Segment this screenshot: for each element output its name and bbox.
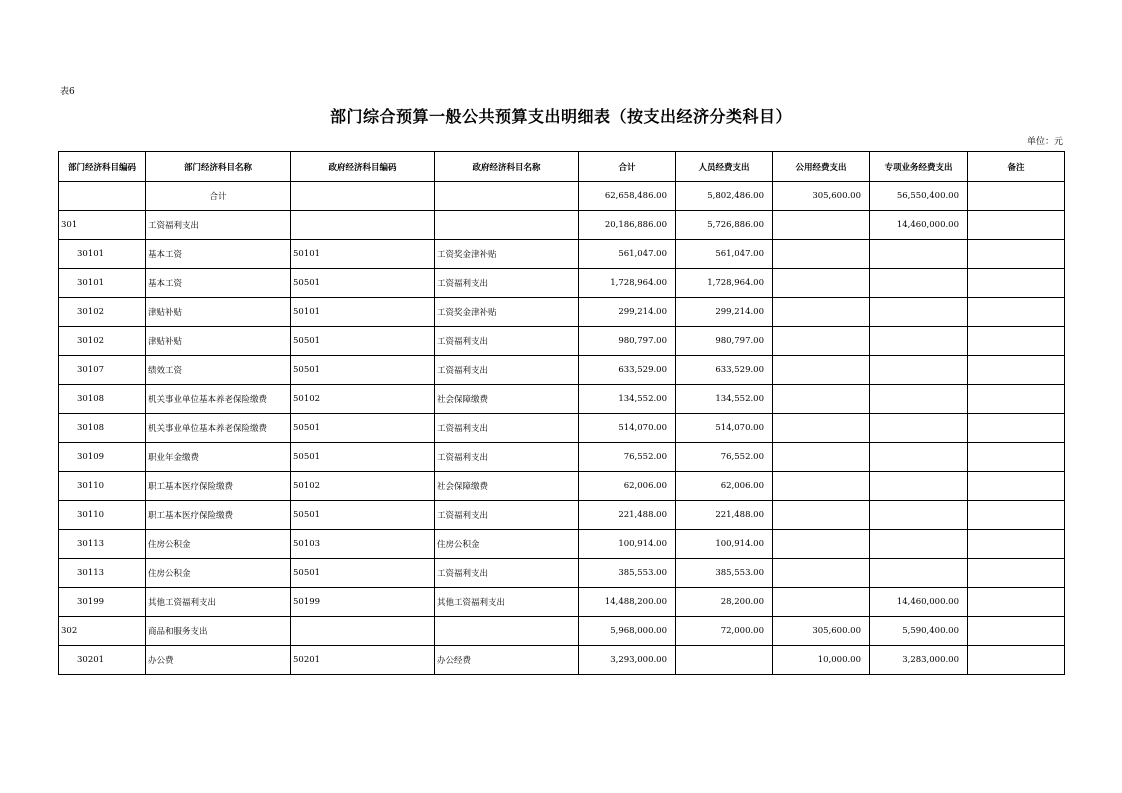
cell-note <box>968 211 1065 240</box>
table-row <box>59 646 1065 675</box>
cell-special <box>870 269 968 298</box>
cell-dept-code: 30201 <box>59 646 146 675</box>
cell-dept-code: 30199 <box>59 588 146 617</box>
cell-dept-name: 职工基本医疗保险缴费 <box>146 501 291 530</box>
cell-personnel: 76,552.00 <box>676 443 773 472</box>
table-row <box>59 559 1065 588</box>
cell-public <box>773 385 870 414</box>
cell-public <box>773 327 870 356</box>
cell-public <box>773 211 870 240</box>
total-row-note <box>968 182 1065 211</box>
cell-total: 633,529.00 <box>579 356 676 385</box>
table-row <box>59 443 1065 472</box>
cell-dept-code: 30108 <box>59 414 146 443</box>
table-row <box>59 327 1065 356</box>
cell-note <box>968 443 1065 472</box>
table-row <box>59 211 1065 240</box>
table-row <box>59 385 1065 414</box>
cell-gov-name: 工资福利支出 <box>435 414 579 443</box>
table-number: 表6 <box>60 87 75 97</box>
cell-total: 299,214.00 <box>579 298 676 327</box>
cell-public: 305,600.00 <box>773 617 870 646</box>
cell-dept-code: 30110 <box>59 501 146 530</box>
cell-gov-code: 50199 <box>291 588 435 617</box>
cell-dept-code: 30108 <box>59 385 146 414</box>
cell-total: 62,006.00 <box>579 472 676 501</box>
page-title: 部门综合预算一般公共预算支出明细表（按支出经济分类科目） <box>329 107 792 126</box>
cell-gov-code: 50501 <box>291 443 435 472</box>
cell-gov-name: 工资福利支出 <box>435 559 579 588</box>
table-row <box>59 501 1065 530</box>
cell-gov-name: 社会保障缴费 <box>435 472 579 501</box>
cell-gov-name: 其他工资福利支出 <box>435 588 579 617</box>
cell-dept-name: 商品和服务支出 <box>146 617 291 646</box>
cell-gov-code: 50501 <box>291 356 435 385</box>
cell-special <box>870 414 968 443</box>
cell-special <box>870 327 968 356</box>
expenditure-table <box>58 151 1065 675</box>
cell-special: 5,590,400.00 <box>870 617 968 646</box>
cell-special <box>870 530 968 559</box>
cell-public <box>773 298 870 327</box>
cell-dept-name: 津贴补贴 <box>146 327 291 356</box>
cell-dept-code: 301 <box>59 211 146 240</box>
cell-note <box>968 646 1065 675</box>
cell-dept-name: 基本工资 <box>146 240 291 269</box>
cell-gov-name: 社会保障缴费 <box>435 385 579 414</box>
header-special: 专项业务经费支出 <box>870 152 968 182</box>
cell-dept-code: 30113 <box>59 559 146 588</box>
cell-gov-code: 50501 <box>291 414 435 443</box>
cell-total: 100,914.00 <box>579 530 676 559</box>
cell-note <box>968 298 1065 327</box>
cell-dept-name: 住房公积金 <box>146 559 291 588</box>
header-note: 备注 <box>968 152 1065 182</box>
cell-dept-name: 住房公积金 <box>146 530 291 559</box>
cell-total: 514,070.00 <box>579 414 676 443</box>
cell-gov-code: 50102 <box>291 385 435 414</box>
cell-gov-name <box>435 617 579 646</box>
table-row <box>59 356 1065 385</box>
cell-public <box>773 588 870 617</box>
header-personnel: 人员经费支出 <box>676 152 773 182</box>
cell-special <box>870 443 968 472</box>
cell-dept-code: 30113 <box>59 530 146 559</box>
cell-gov-name: 工资奖金津补贴 <box>435 298 579 327</box>
cell-public: 10,000.00 <box>773 646 870 675</box>
cell-total: 385,553.00 <box>579 559 676 588</box>
cell-public <box>773 530 870 559</box>
cell-personnel: 28,200.00 <box>676 588 773 617</box>
cell-dept-name: 津贴补贴 <box>146 298 291 327</box>
cell-note <box>968 385 1065 414</box>
cell-gov-name: 办公经费 <box>435 646 579 675</box>
cell-note <box>968 472 1065 501</box>
table-row <box>59 530 1065 559</box>
cell-total: 221,488.00 <box>579 501 676 530</box>
cell-personnel: 5,726,886.00 <box>676 211 773 240</box>
cell-public <box>773 240 870 269</box>
total-row-personnel: 5,802,486.00 <box>676 182 773 211</box>
table-row <box>59 588 1065 617</box>
table-row <box>59 269 1065 298</box>
cell-personnel: 514,070.00 <box>676 414 773 443</box>
total-row-special: 56,550,400.00 <box>870 182 968 211</box>
total-row <box>59 182 1065 211</box>
cell-personnel: 62,006.00 <box>676 472 773 501</box>
cell-gov-code: 50102 <box>291 472 435 501</box>
cell-dept-name: 其他工资福利支出 <box>146 588 291 617</box>
cell-dept-name: 绩效工资 <box>146 356 291 385</box>
total-row-code <box>59 182 146 211</box>
cell-public <box>773 443 870 472</box>
cell-special <box>870 298 968 327</box>
cell-gov-code: 50501 <box>291 269 435 298</box>
cell-public <box>773 269 870 298</box>
cell-gov-code <box>291 617 435 646</box>
cell-dept-code: 30110 <box>59 472 146 501</box>
header-gov-code: 政府经济科目编码 <box>291 152 435 182</box>
cell-gov-code: 50501 <box>291 559 435 588</box>
cell-total: 134,552.00 <box>579 385 676 414</box>
cell-gov-name <box>435 211 579 240</box>
cell-note <box>968 356 1065 385</box>
cell-personnel: 385,553.00 <box>676 559 773 588</box>
cell-special <box>870 385 968 414</box>
total-row-label: 合计 <box>146 182 291 211</box>
cell-dept-code: 30101 <box>59 269 146 298</box>
cell-special: 14,460,000.00 <box>870 588 968 617</box>
cell-gov-code: 50103 <box>291 530 435 559</box>
cell-dept-name: 职业年金缴费 <box>146 443 291 472</box>
cell-dept-code: 30109 <box>59 443 146 472</box>
cell-note <box>968 501 1065 530</box>
cell-dept-code: 30102 <box>59 327 146 356</box>
header-dept-name: 部门经济科目名称 <box>146 152 291 182</box>
cell-special <box>870 501 968 530</box>
cell-dept-code: 30102 <box>59 298 146 327</box>
cell-special <box>870 240 968 269</box>
cell-special <box>870 559 968 588</box>
cell-gov-name: 住房公积金 <box>435 530 579 559</box>
cell-dept-name: 办公费 <box>146 646 291 675</box>
table-header-row <box>59 152 1065 182</box>
total-row-total: 62,658,486.00 <box>579 182 676 211</box>
cell-gov-name: 工资奖金津补贴 <box>435 240 579 269</box>
cell-total: 3,293,000.00 <box>579 646 676 675</box>
cell-public <box>773 356 870 385</box>
table-row <box>59 240 1065 269</box>
cell-gov-code: 50501 <box>291 501 435 530</box>
cell-public <box>773 414 870 443</box>
cell-note <box>968 269 1065 298</box>
header-dept-code: 部门经济科目编码 <box>59 152 146 182</box>
cell-total: 76,552.00 <box>579 443 676 472</box>
cell-personnel: 134,552.00 <box>676 385 773 414</box>
header-total: 合计 <box>579 152 676 182</box>
cell-gov-code: 50101 <box>291 240 435 269</box>
header-public: 公用经费支出 <box>773 152 870 182</box>
cell-special: 14,460,000.00 <box>870 211 968 240</box>
cell-personnel: 299,214.00 <box>676 298 773 327</box>
total-row-gov-code <box>291 182 435 211</box>
cell-special <box>870 472 968 501</box>
cell-note <box>968 530 1065 559</box>
cell-note <box>968 414 1065 443</box>
cell-personnel: 1,728,964.00 <box>676 269 773 298</box>
cell-gov-code: 50201 <box>291 646 435 675</box>
cell-dept-code: 30107 <box>59 356 146 385</box>
cell-personnel <box>676 646 773 675</box>
cell-gov-name: 工资福利支出 <box>435 327 579 356</box>
cell-total: 14,488,200.00 <box>579 588 676 617</box>
cell-special: 3,283,000.00 <box>870 646 968 675</box>
cell-note <box>968 327 1065 356</box>
cell-gov-name: 工资福利支出 <box>435 501 579 530</box>
table-row <box>59 617 1065 646</box>
unit-label: 单位：元 <box>1026 137 1063 147</box>
cell-note <box>968 588 1065 617</box>
cell-total: 20,186,886.00 <box>579 211 676 240</box>
cell-dept-name: 工资福利支出 <box>146 211 291 240</box>
table-row <box>59 298 1065 327</box>
cell-personnel: 221,488.00 <box>676 501 773 530</box>
cell-dept-code: 30101 <box>59 240 146 269</box>
cell-gov-code <box>291 211 435 240</box>
cell-note <box>968 617 1065 646</box>
cell-gov-name: 工资福利支出 <box>435 356 579 385</box>
cell-total: 980,797.00 <box>579 327 676 356</box>
cell-total: 1,728,964.00 <box>579 269 676 298</box>
cell-personnel: 561,047.00 <box>676 240 773 269</box>
cell-personnel: 100,914.00 <box>676 530 773 559</box>
cell-dept-name: 职工基本医疗保险缴费 <box>146 472 291 501</box>
cell-dept-name: 基本工资 <box>146 269 291 298</box>
cell-personnel: 633,529.00 <box>676 356 773 385</box>
cell-dept-name: 机关事业单位基本养老保险缴费 <box>146 414 291 443</box>
cell-special <box>870 356 968 385</box>
cell-public <box>773 501 870 530</box>
table-row <box>59 414 1065 443</box>
cell-note <box>968 559 1065 588</box>
cell-gov-code: 50101 <box>291 298 435 327</box>
header-gov-name: 政府经济科目名称 <box>435 152 579 182</box>
total-row-gov-name <box>435 182 579 211</box>
cell-note <box>968 240 1065 269</box>
cell-total: 561,047.00 <box>579 240 676 269</box>
table-row <box>59 472 1065 501</box>
cell-public <box>773 472 870 501</box>
cell-personnel: 72,000.00 <box>676 617 773 646</box>
cell-dept-name: 机关事业单位基本养老保险缴费 <box>146 385 291 414</box>
cell-total: 5,968,000.00 <box>579 617 676 646</box>
cell-gov-name: 工资福利支出 <box>435 269 579 298</box>
cell-personnel: 980,797.00 <box>676 327 773 356</box>
cell-gov-name: 工资福利支出 <box>435 443 579 472</box>
cell-dept-code: 302 <box>59 617 146 646</box>
total-row-public: 305,600.00 <box>773 182 870 211</box>
cell-public <box>773 559 870 588</box>
cell-gov-code: 50501 <box>291 327 435 356</box>
